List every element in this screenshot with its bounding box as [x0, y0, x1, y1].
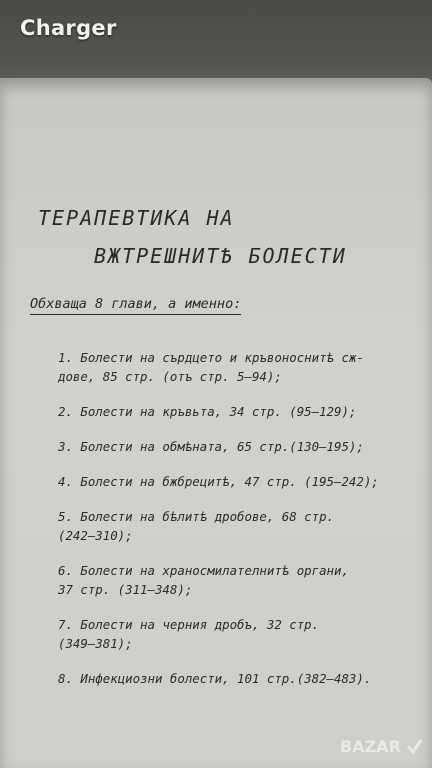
book-title-line-1: ТЕРАПЕВТИКА НА — [38, 206, 235, 230]
chapter-item: 3. Болести на обмѣната, 65 стр.(130—195); — [58, 439, 364, 454]
bazar-logo-icon — [338, 732, 422, 760]
chapter-list — [58, 348, 403, 704]
chapter-item: 6. Болести на храносмилателнитѣ органи, 37 стр. (311—348); — [58, 563, 349, 597]
svg-text:BAZAR: BAZAR — [340, 737, 401, 756]
book-title-line-2: ВЖТРЕШНИТѢ БОЛЕСТИ — [94, 244, 347, 268]
chapter-item: 4. Болести на бжбрецитѣ, 47 стр. (195—242); — [58, 474, 379, 489]
chapter-item: 5. Болести на бѣлитѣ дробове, 68 стр. (242—310); — [58, 509, 335, 543]
chapter-item: 8. Инфекциозни болести, 101 стр.(382—483). — [58, 671, 372, 686]
intro-text: Обхваща 8 глави, а именно: — [30, 296, 241, 315]
chapter-item: 1. Болести на сърдцето и кръвоноснитѣ сж- дове, 85 стр. (отъ стр. 5—94); — [58, 350, 364, 384]
chapter-item: 7. Болести на черния дробъ, 32 стр. (349—381); — [58, 617, 320, 651]
chapter-item: 2. Болести на кръвьта, 34 стр. (95—129); — [58, 404, 357, 419]
listing-title-overlay: Charger — [20, 16, 117, 40]
